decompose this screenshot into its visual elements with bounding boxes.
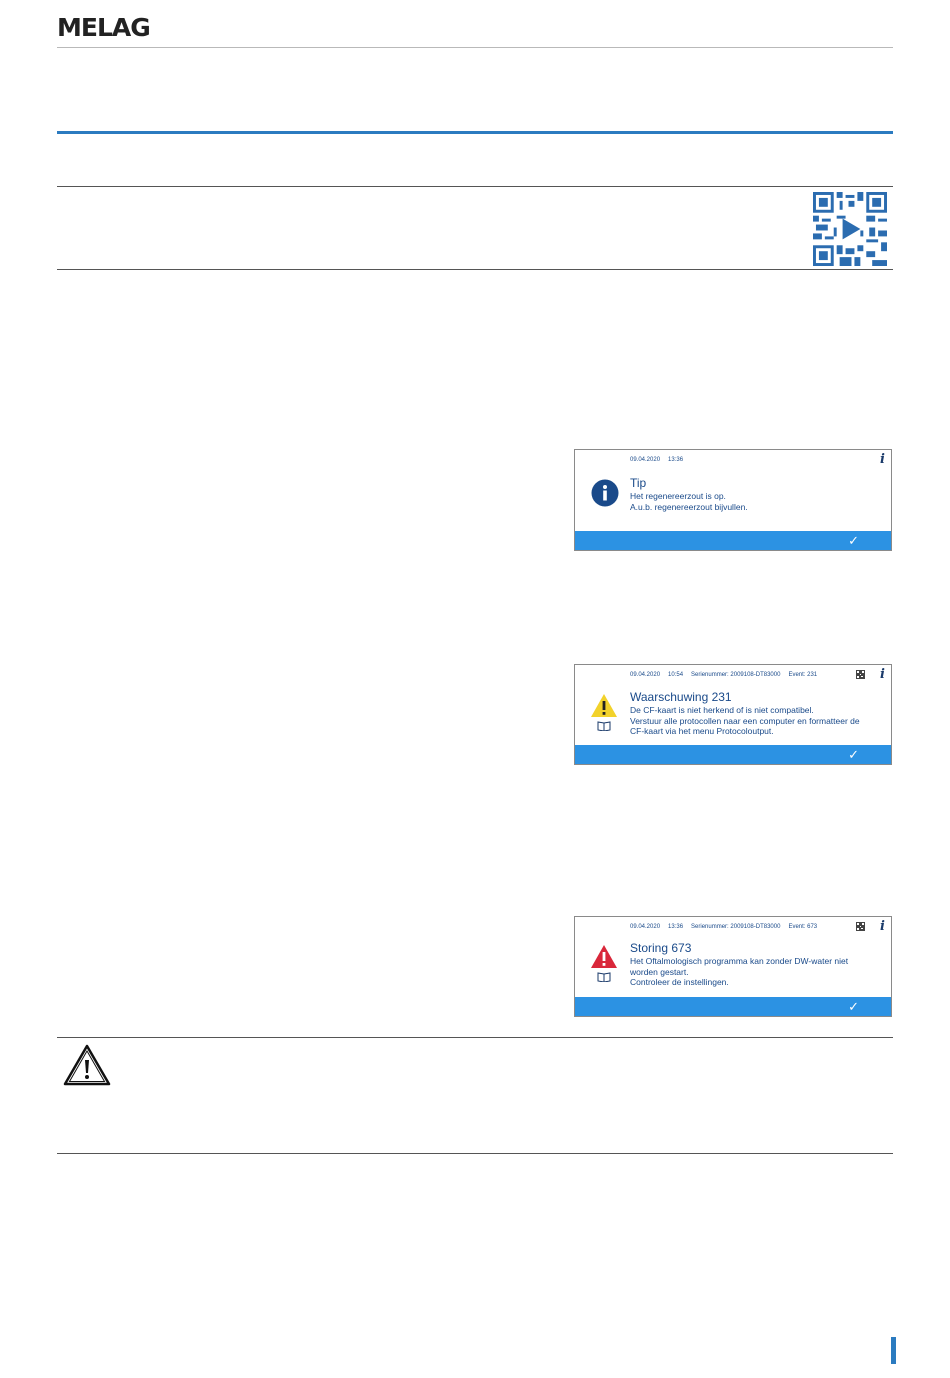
info-button[interactable]: i [880,919,885,934]
check-icon[interactable]: ✓ [848,999,859,1014]
check-icon[interactable]: ✓ [848,533,859,548]
warning-date: 09.04.2020 [630,672,661,678]
manual-book-icon[interactable] [597,972,611,982]
fault-line-3: Controleer de instellingen. [630,977,729,987]
info-icon [591,479,619,507]
section-rule-top [57,186,893,187]
error-triangle-icon [590,944,618,969]
header-divider [57,47,893,48]
fault-event: Event: 673 [788,924,818,930]
caution-triangle-icon [63,1044,111,1086]
warning-confirm-bar[interactable] [575,745,891,764]
info-button[interactable]: i [880,667,885,682]
fault-serial: Serienummer: 2009108-DT83000 [691,924,781,930]
warning-serial: Serienummer: 2009108-DT83000 [691,672,781,678]
tip-line-2: A.u.b. regenereerzout bijvullen. [630,502,748,512]
qr-code-video-icon[interactable] [813,192,887,266]
fault-time: 13:36 [668,924,684,930]
fault-line-1: Het Oftalmologisch programma kan zonder DW-water niet [630,956,849,966]
tip-confirm-bar[interactable] [575,531,891,550]
page-edge-marker [891,1337,896,1364]
fault-line-2: worden gestart. [630,966,689,977]
tip-title: Tip [630,476,647,490]
warning-time: 10:54 [668,672,684,678]
warning-triangle-icon [590,693,618,718]
warning-line-1: De CF-kaart is niet herkend of is niet compatibel. [630,705,814,715]
fault-meta [630,923,825,931]
fault-title: Storing 673 [630,941,692,955]
warning-line-2: Verstuur alle protocollen naar een computer en formatteer de [630,715,860,726]
warning-title: Waarschuwing 231 [630,690,732,704]
warning-message-panel [574,664,892,765]
qr-code-icon[interactable] [856,670,865,679]
caution-rule-top [57,1037,893,1038]
tip-date: 09.04.2020 [630,457,661,463]
warning-meta [630,671,825,679]
manual-book-icon[interactable] [597,721,611,731]
tip-time: 13:36 [668,457,684,463]
tip-message-panel [574,449,892,551]
tip-line-1: Het regenereerzout is op. [630,491,726,501]
fault-confirm-bar[interactable] [575,997,891,1016]
check-icon[interactable]: ✓ [848,747,859,762]
qr-code-icon[interactable] [856,922,865,931]
section-rule-bottom [57,269,893,270]
fault-message-panel [574,916,892,1017]
warning-line-3: CF-kaart via het menu Protocoloutput. [630,726,774,736]
chapter-rule [57,131,893,134]
melag-logo: MELAG [57,13,150,42]
fault-date: 09.04.2020 [630,924,661,930]
tip-meta [630,456,691,464]
warning-event: Event: 231 [788,672,818,678]
info-button[interactable]: i [880,452,885,467]
caution-rule-bottom [57,1153,893,1154]
